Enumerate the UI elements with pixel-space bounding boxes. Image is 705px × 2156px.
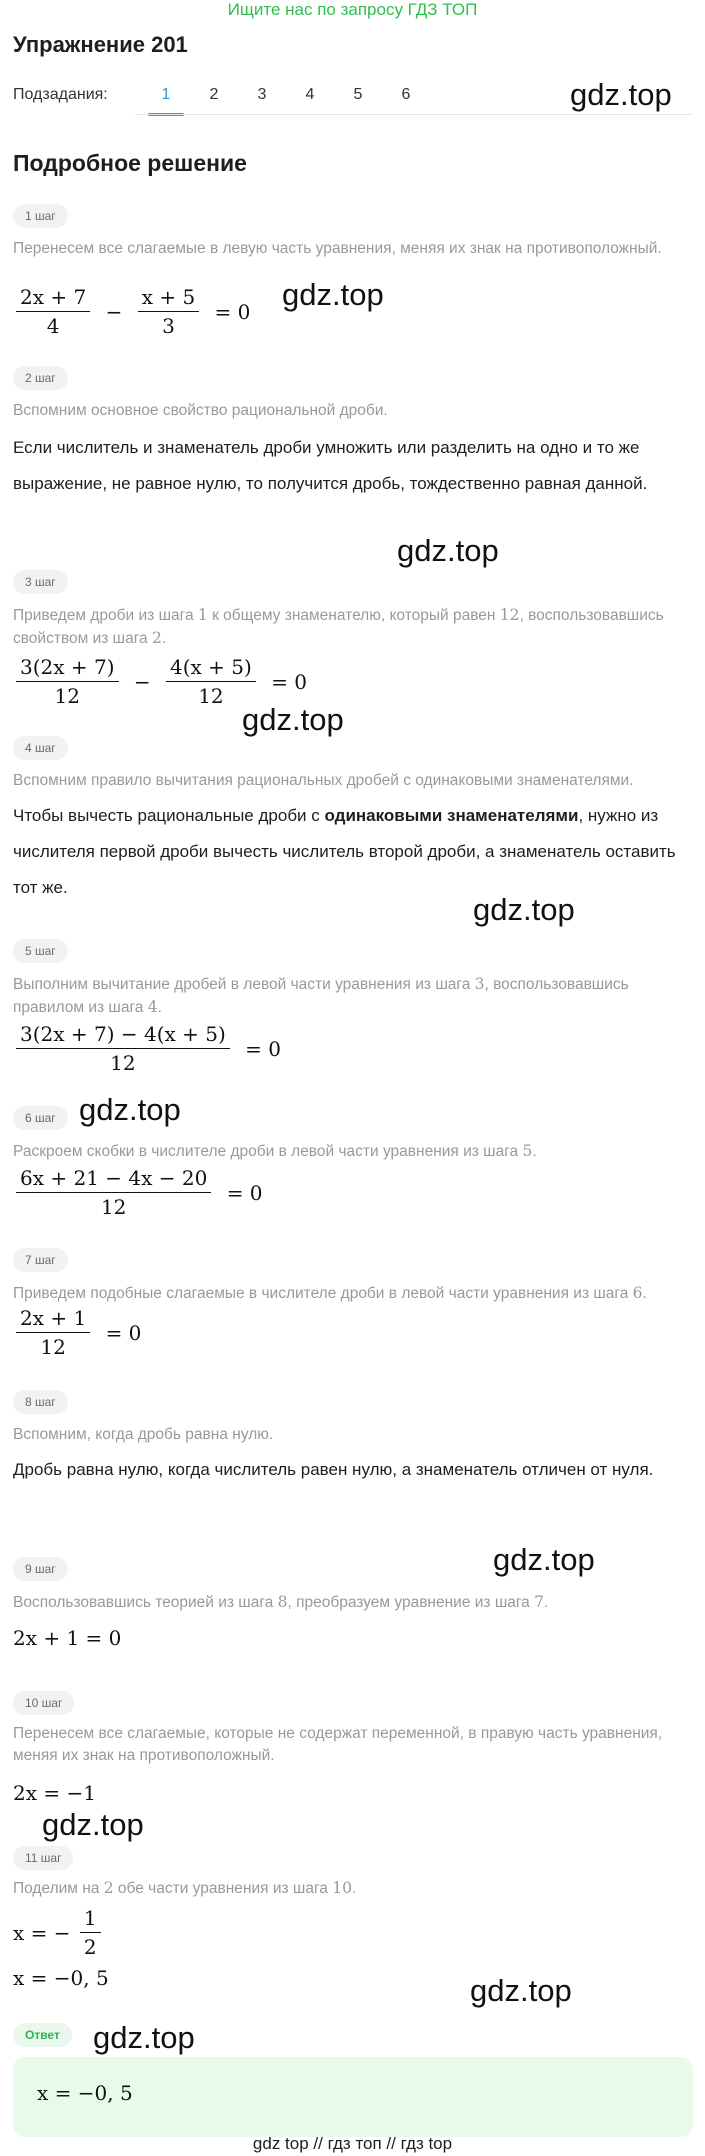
footer-links[interactable]: gdz top // гдз топ // гдз top <box>252 2134 453 2153</box>
step-badge: 7 шаг <box>13 1248 68 1272</box>
step-formula: x = − $\frac{1}{2}$ <box>13 1906 104 1959</box>
step-hint: Вспомним правило вычитания рациональных дробей с одинаковыми знаменателями. <box>13 772 634 789</box>
search-promo-banner[interactable]: Ищите нас по запросу ГДЗ ТОП <box>227 0 478 19</box>
step-formula: $\frac{3(2x + 7) - 4(x + 5)}{12}$ = 0 <box>13 1022 287 1075</box>
step-hint: Поделим на 2 обе части уравнения из шага 10. <box>13 1879 357 1897</box>
watermark: gdz.top <box>282 277 384 312</box>
subtask-tab-4[interactable]: 4 <box>305 86 315 103</box>
step-badge: 5 шаг <box>13 939 68 963</box>
step-badge: 10 шаг <box>13 1691 74 1715</box>
step-hint: Приведем подобные слагаемые в числителе дроби в левой части уравнения из шага 6. <box>13 1284 647 1302</box>
step-hint: Приведем дроби из шага 1 к общему знаменателю, который равен 12, воспользовавшись свойством из шага 2. <box>13 606 664 647</box>
subtask-tab-2[interactable]: 2 <box>209 86 219 103</box>
step-formula: 2x = −1 <box>13 1781 96 1805</box>
theory-text: Если числитель и знаменатель дроби умножить или разделить на одно и то же выражение, не равное нулю, то получится дробь, тождественно равная данной. <box>13 438 648 493</box>
step-badge: 2 шаг <box>13 366 68 390</box>
subtasks-divider <box>135 114 693 115</box>
step-formula-result: x = −0, 5 <box>13 1966 109 1990</box>
step-hint: Вспомним, когда дробь равна нулю. <box>13 1426 274 1443</box>
page-title: Упражнение 201 <box>13 32 188 57</box>
watermark: gdz.top <box>242 702 344 737</box>
subtasks-label: Подзадания: <box>13 86 108 103</box>
theory-text: Чтобы вычесть рациональные дроби с одинаковыми знаменателями, нужно из числителя первой дроби вычесть числитель второй дроби, а знаменатель оставить тот же. <box>13 806 676 897</box>
answer-box <box>13 2057 693 2137</box>
step-hint: Раскроем скобки в числителе дроби в левой части уравнения из шага 5. <box>13 1142 537 1160</box>
step-badge: 8 шаг <box>13 1390 68 1414</box>
watermark: gdz.top <box>493 1542 595 1577</box>
step-formula: $\frac{6x + 21 - 4x - 20}{12}$ = 0 <box>13 1166 269 1219</box>
step-badge: 11 шаг <box>13 1846 73 1870</box>
step-badge: 3 шаг <box>13 570 68 594</box>
subtask-tab-1[interactable]: 1 <box>161 86 171 103</box>
step-badge: 4 шаг <box>13 736 68 760</box>
step-formula: $\frac{2x + 7}{4}$ − $\frac{x + 5}{3}$ = 0 <box>13 285 256 338</box>
step-hint: Перенесем все слагаемые, которые не содержат переменной, в правую часть уравнения, меняя их знак на противоположный. <box>13 1725 663 1764</box>
subtask-tab-5[interactable]: 5 <box>353 86 363 103</box>
step-hint: Выполним вычитание дробей в левой части уравнения из шага 3, воспользовавшись правилом из шага 4. <box>13 975 629 1016</box>
step-formula: 2x + 1 = 0 <box>13 1626 122 1650</box>
watermark: gdz.top <box>397 533 499 568</box>
step-formula: $\frac{3(2x + 7)}{12}$ − $\frac{4(x + 5)}{12}$ = 0 <box>13 655 313 708</box>
watermark: gdz.top <box>570 77 672 112</box>
watermark: gdz.top <box>79 1092 181 1127</box>
subtask-tab-6[interactable]: 6 <box>401 86 411 103</box>
step-hint: Вспомним основное свойство рациональной дроби. <box>13 402 388 419</box>
watermark: gdz.top <box>42 1807 144 1842</box>
subtask-tab-3[interactable]: 3 <box>257 86 267 103</box>
watermark: gdz.top <box>473 892 575 927</box>
step-badge: 9 шаг <box>13 1557 68 1581</box>
step-badge: 6 шаг <box>13 1106 68 1130</box>
step-hint: Перенесем все слагаемые в левую часть уравнения, меняя их знак на противоположный. <box>13 240 662 257</box>
step-badge: 1 шаг <box>13 204 68 228</box>
watermark: gdz.top <box>93 2020 195 2055</box>
step-formula: $\frac{2x + 1}{12}$ = 0 <box>13 1306 147 1359</box>
solution-title: Подробное решение <box>13 150 247 176</box>
theory-text: Дробь равна нулю, когда числитель равен нулю, а знаменатель отличен от нуля. <box>13 1460 654 1479</box>
answer-formula: x = −0, 5 <box>37 2081 133 2105</box>
watermark: gdz.top <box>470 1973 572 2008</box>
answer-badge: Ответ <box>13 2023 72 2047</box>
step-hint: Воспользовавшись теорией из шага 8, преобразуем уравнение из шага 7. <box>13 1593 549 1611</box>
